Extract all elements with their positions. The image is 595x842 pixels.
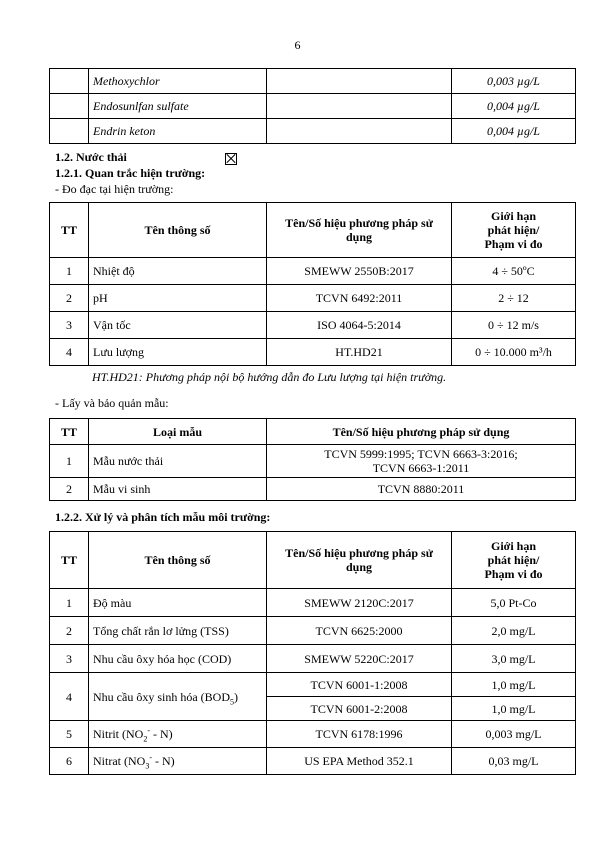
table-row: 2 Tổng chất rắn lơ lửng (TSS) TCVN 6625:2000 2,0 mg/L [50,617,576,645]
col-header-limit: Giới hạn phát hiện/ Phạm vi đo [452,203,576,258]
col-header-tt: TT [50,532,89,589]
page-number: 6 [294,38,301,52]
table-row [50,119,576,144]
col-header-method: Tên/Số hiệu phương pháp sử dụng [267,203,452,258]
param-cell: Endosunlfan sulfate [89,94,267,119]
subsection-heading: 1.2.2. Xử lý và phân tích mẫu môi trường: [55,510,271,524]
table-row [50,69,576,94]
table-row [50,94,576,119]
param-cell: Nhu cầu ôxy sinh hóa $(BOD_5)$ [89,673,267,721]
table-header-row [50,532,576,589]
subsection-heading: 1.2.1. Quan trắc hiện trường: [55,166,206,180]
section-title: 1.2. Nước thải [55,150,127,164]
table-row: 6 Nitrat $(NO_3^- - N)$ US EPA Method 352.1 0,03 mg/L [50,748,576,775]
lab-analysis-table [49,531,576,775]
param-cell: Nitrat $(NO_3^- - N)$ [89,748,267,775]
table-header-row [50,203,576,258]
param-cell: Nitrit $(NO_2^- - N)$ [89,721,267,748]
col-header-limit: Giới hạn phát hiện/ Phạm vi đo [452,532,576,589]
col-header-tt: TT [50,419,89,445]
table-row: 3 Nhu cầu ôxy hóa học (COD) SMEWW 5220C:2017 3,0 mg/L [50,645,576,673]
table-row: 4 Lưu lượng HT.HD21 0 ÷ 10.000 m³/h [50,339,576,366]
sampling-label: - Lấy và bảo quản mẫu: [55,396,169,410]
table-header-row [50,419,576,445]
limit-cell: 0,004 µg/L [452,119,576,144]
col-header-method: Tên/Số hiệu phương pháp sử dụng [267,532,452,589]
col-header-method: Tên/Số hiệu phương pháp sử dụng [267,419,576,445]
table-row: 1 Mẫu nước thải TCVN 5999:1995; TCVN 6663-3:2016; TCVN 6663-1:2011 [50,445,576,478]
table-row: 5 Nitrit $(NO_2^- - N)$ TCVN 6178:1996 0,003 mg/L [50,721,576,748]
section-heading [55,150,127,165]
field-measure-label: - Đo đạc tại hiện trường: [55,182,174,196]
continued-table [49,68,576,144]
table-row: 2 pH TCVN 6492:2011 2 ÷ 12 [50,285,576,312]
table-row: 2 Mẫu vi sinh TCVN 8880:2011 [50,478,576,501]
param-cell: Endrin keton [89,119,267,144]
table-row: TCVN 6001-2:2008 1,0 mg/L [50,697,576,721]
checkbox-crossed-icon[interactable] [225,153,237,165]
param-cell: Methoxychlor [89,69,267,94]
table-row: 3 Vận tốc ISO 4064-5:2014 0 ÷ 12 m/s [50,312,576,339]
col-header-param: Tên thông số [89,532,267,589]
method-note: HT.HD21: Phương pháp nội bộ hướng dẫn đo Lưu lượng tại hiện trường. [92,370,447,384]
table-row: 1 Độ màu SMEWW 2120C:2017 5,0 Pt-Co [50,589,576,617]
sampling-table [49,418,576,501]
field-measure-table [49,202,576,366]
limit-cell: 0,004 µg/L [452,94,576,119]
table-row: 4 Nhu cầu ôxy sinh hóa $(BOD_5)$ TCVN 6001-1:2008 1,0 mg/L [50,673,576,697]
col-header-param: Tên thông số [89,203,267,258]
col-header-tt: TT [50,203,89,258]
limit-cell: 0,003 µg/L [452,69,576,94]
table-row: 1 Nhiệt độ SMEWW 2550B:2017 4 ÷ 50ºC [50,258,576,285]
col-header-sample-type: Loại mẫu [89,419,267,445]
